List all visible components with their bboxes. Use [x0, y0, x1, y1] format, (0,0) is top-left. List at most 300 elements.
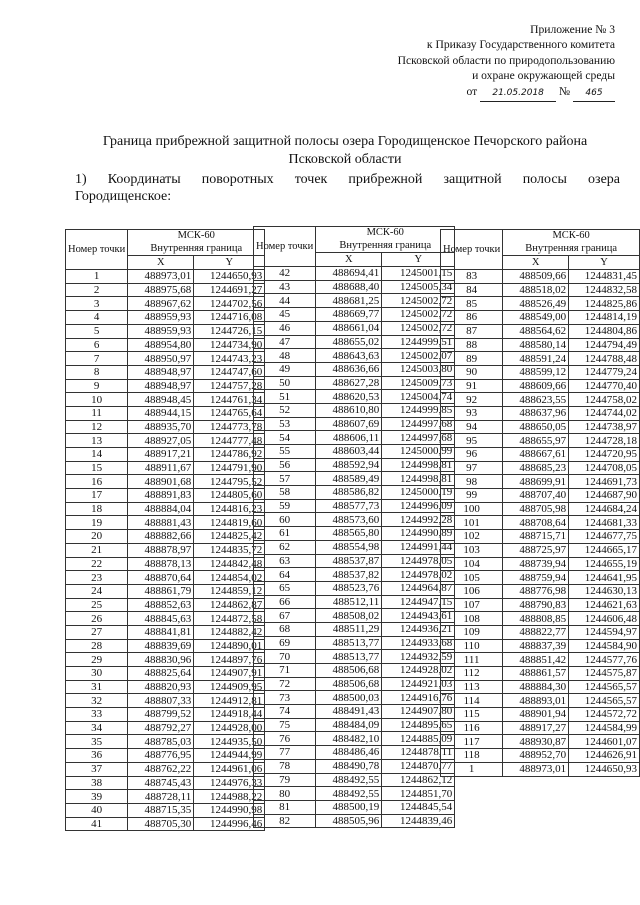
point-number-cell: 113	[441, 680, 503, 694]
table-row	[441, 639, 640, 653]
point-number-cell: 63	[254, 554, 316, 568]
table-row	[66, 817, 265, 831]
header-number: Номер точки	[441, 230, 503, 270]
y-coordinate-cell: 1244907,91	[194, 667, 265, 681]
y-coordinate-cell: 1245002,72	[382, 308, 455, 322]
y-coordinate-cell: 1244650,93	[194, 270, 265, 284]
point-number-cell: 37	[66, 762, 128, 776]
y-coordinate-cell: 1245000,99	[382, 445, 455, 459]
y-coordinate-cell: 1244757,28	[194, 379, 265, 393]
y-coordinate-cell: 1244825,86	[569, 297, 640, 311]
y-coordinate-cell: 1244726,15	[194, 324, 265, 338]
point-number-cell: 23	[66, 571, 128, 585]
table-row	[254, 554, 455, 568]
x-coordinate-cell: 488930,87	[503, 735, 569, 749]
y-coordinate-cell: 1244804,86	[569, 324, 640, 338]
x-coordinate-cell: 488878,13	[128, 557, 194, 571]
y-coordinate-cell: 1244936,21	[382, 622, 455, 636]
table-row	[254, 787, 455, 801]
y-coordinate-cell: 1244998,81	[382, 458, 455, 472]
y-coordinate-cell: 1244805,60	[194, 489, 265, 503]
table-row	[254, 362, 455, 376]
y-coordinate-cell: 1244702,56	[194, 297, 265, 311]
x-coordinate-cell: 488959,93	[128, 324, 194, 338]
x-coordinate-cell: 488759,94	[503, 571, 569, 585]
table-row	[66, 406, 265, 420]
x-coordinate-cell: 488537,82	[316, 568, 382, 582]
order-date: 21.05.2018	[480, 86, 556, 102]
table-row	[441, 461, 640, 475]
x-coordinate-cell: 488837,39	[503, 639, 569, 653]
point-number-cell: 109	[441, 625, 503, 639]
x-coordinate-cell: 488745,43	[128, 776, 194, 790]
table-row	[441, 502, 640, 516]
x-coordinate-cell: 488799,52	[128, 708, 194, 722]
point-number-cell: 42	[254, 267, 316, 281]
point-number-cell: 70	[254, 650, 316, 664]
table-row	[254, 650, 455, 664]
y-coordinate-cell: 1244747,60	[194, 365, 265, 379]
y-coordinate-cell: 1244999,51	[382, 335, 455, 349]
table-row	[254, 595, 455, 609]
y-coordinate-cell: 1244626,91	[569, 749, 640, 763]
table-row	[441, 489, 640, 503]
point-number-cell: 17	[66, 489, 128, 503]
table-row	[254, 308, 455, 322]
y-coordinate-cell: 1244744,02	[569, 406, 640, 420]
x-coordinate-cell: 488486,46	[316, 746, 382, 760]
table-row	[66, 625, 265, 639]
x-coordinate-cell: 488650,05	[503, 420, 569, 434]
point-number-cell: 80	[254, 787, 316, 801]
y-coordinate-cell: 1244870,77	[382, 759, 455, 773]
y-coordinate-cell: 1244687,90	[569, 489, 640, 503]
table-row	[254, 321, 455, 335]
x-coordinate-cell: 488592,94	[316, 458, 382, 472]
x-coordinate-cell: 488790,83	[503, 598, 569, 612]
point-number-cell: 47	[254, 335, 316, 349]
x-coordinate-cell: 488643,63	[316, 349, 382, 363]
y-coordinate-cell: 1244794,49	[569, 338, 640, 352]
y-coordinate-cell: 1244882,42	[194, 625, 265, 639]
x-coordinate-cell: 488973,01	[503, 762, 569, 776]
y-coordinate-cell: 1244944,99	[194, 749, 265, 763]
x-coordinate-cell: 488954,80	[128, 338, 194, 352]
y-coordinate-cell: 1244650,93	[569, 762, 640, 776]
point-number-cell: 92	[441, 393, 503, 407]
y-coordinate-cell: 1244814,19	[569, 311, 640, 325]
point-number-cell: 8	[66, 365, 128, 379]
point-number-cell: 104	[441, 557, 503, 571]
appendix-line-2: к Приказу Государственного комитета	[426, 38, 615, 52]
x-coordinate-cell: 488728,11	[128, 790, 194, 804]
x-coordinate-cell: 488620,53	[316, 390, 382, 404]
x-coordinate-cell: 488825,64	[128, 667, 194, 681]
table-row	[66, 365, 265, 379]
y-coordinate-cell: 1244997,68	[382, 431, 455, 445]
x-coordinate-cell: 488705,30	[128, 817, 194, 831]
point-number-cell: 40	[66, 803, 128, 817]
table-row	[441, 625, 640, 639]
point-number-cell: 59	[254, 499, 316, 513]
point-number-cell: 95	[441, 434, 503, 448]
table-row	[254, 773, 455, 787]
point-number-cell: 13	[66, 434, 128, 448]
table-row	[441, 653, 640, 667]
point-number-cell: 3	[66, 297, 128, 311]
y-coordinate-cell: 1244842,48	[194, 557, 265, 571]
point-number-cell: 67	[254, 609, 316, 623]
table-row	[441, 434, 640, 448]
x-coordinate-cell: 488500,03	[316, 691, 382, 705]
x-coordinate-cell: 488808,85	[503, 612, 569, 626]
table-row	[441, 406, 640, 420]
table-row	[254, 527, 455, 541]
x-coordinate-cell: 488881,43	[128, 516, 194, 530]
table-row	[441, 448, 640, 462]
table-row	[441, 420, 640, 434]
appendix-date-line	[398, 84, 615, 102]
point-number-cell: 64	[254, 568, 316, 582]
x-coordinate-cell: 488681,25	[316, 294, 382, 308]
point-number-cell: 99	[441, 489, 503, 503]
table-row	[254, 746, 455, 760]
point-number-cell: 86	[441, 311, 503, 325]
table-row	[254, 349, 455, 363]
table-row	[66, 420, 265, 434]
point-number-cell: 105	[441, 571, 503, 585]
appendix-line-4: и охране окружающей среды	[472, 69, 615, 83]
point-number-cell: 12	[66, 420, 128, 434]
point-number-cell: 1	[66, 270, 128, 284]
y-coordinate-cell: 1244630,13	[569, 584, 640, 598]
table-row	[66, 612, 265, 626]
y-coordinate-cell: 1244851,70	[382, 787, 455, 801]
x-coordinate-cell: 488884,04	[128, 502, 194, 516]
x-coordinate-cell: 488512,11	[316, 595, 382, 609]
x-coordinate-cell: 488694,41	[316, 267, 382, 281]
x-coordinate-cell: 488599,12	[503, 365, 569, 379]
x-coordinate-cell: 488603,44	[316, 445, 382, 459]
y-coordinate-cell: 1244716,08	[194, 311, 265, 325]
y-coordinate-cell: 1244996,09	[382, 499, 455, 513]
point-number-cell: 84	[441, 283, 503, 297]
point-number-cell: 54	[254, 431, 316, 445]
y-coordinate-cell: 1244816,23	[194, 502, 265, 516]
y-coordinate-cell: 1244988,22	[194, 790, 265, 804]
coordinates-table-3	[440, 229, 640, 777]
table-row	[254, 376, 455, 390]
point-number-cell: 81	[254, 800, 316, 814]
y-coordinate-cell: 1244691,73	[569, 475, 640, 489]
y-coordinate-cell: 1244584,90	[569, 639, 640, 653]
y-coordinate-cell: 1244859,12	[194, 584, 265, 598]
point-number-cell: 22	[66, 557, 128, 571]
appendix-block	[398, 22, 615, 102]
point-number-cell: 5	[66, 324, 128, 338]
y-coordinate-cell: 1244791,90	[194, 461, 265, 475]
header-x: X	[503, 256, 569, 270]
point-number-cell: 75	[254, 718, 316, 732]
table-row	[66, 694, 265, 708]
order-number: 465	[573, 86, 615, 102]
point-number-cell: 106	[441, 584, 503, 598]
x-coordinate-cell: 488564,62	[503, 324, 569, 338]
point-number-cell: 107	[441, 598, 503, 612]
x-coordinate-cell: 488973,01	[128, 270, 194, 284]
table-row	[66, 749, 265, 763]
table-row	[441, 311, 640, 325]
coordinates-table-2	[253, 226, 455, 828]
y-coordinate-cell: 1244928,02	[382, 664, 455, 678]
table-row	[66, 297, 265, 311]
header-x: X	[128, 256, 194, 270]
x-coordinate-cell: 488492,55	[316, 773, 382, 787]
x-coordinate-cell: 488637,96	[503, 406, 569, 420]
x-coordinate-cell: 488845,63	[128, 612, 194, 626]
table-row	[66, 530, 265, 544]
x-coordinate-cell: 488491,43	[316, 705, 382, 719]
y-coordinate-cell: 1244921,03	[382, 677, 455, 691]
table-row	[66, 653, 265, 667]
y-coordinate-cell: 1244825,42	[194, 530, 265, 544]
point-number-cell: 85	[441, 297, 503, 311]
table-row	[66, 393, 265, 407]
y-coordinate-cell: 1244691,27	[194, 283, 265, 297]
y-coordinate-cell: 1244832,58	[569, 283, 640, 297]
x-coordinate-cell: 488911,67	[128, 461, 194, 475]
table-row	[66, 639, 265, 653]
table-row	[441, 694, 640, 708]
point-number-cell: 6	[66, 338, 128, 352]
appendix-line-1: Приложение № 3	[530, 23, 615, 36]
point-number-cell: 53	[254, 417, 316, 431]
x-coordinate-cell: 488707,40	[503, 489, 569, 503]
x-coordinate-cell: 488523,76	[316, 581, 382, 595]
y-coordinate-cell: 1244872,58	[194, 612, 265, 626]
from-label: от	[466, 84, 478, 98]
y-coordinate-cell: 1244681,33	[569, 516, 640, 530]
y-coordinate-cell: 1244964,87	[382, 581, 455, 595]
table-row	[441, 667, 640, 681]
y-coordinate-cell: 1245001,15	[382, 267, 455, 281]
y-coordinate-cell: 1244839,46	[382, 814, 455, 828]
point-number-cell: 19	[66, 516, 128, 530]
point-number-cell: 26	[66, 612, 128, 626]
x-coordinate-cell: 488577,73	[316, 499, 382, 513]
table-row	[254, 800, 455, 814]
x-coordinate-cell: 488500,19	[316, 800, 382, 814]
table-row	[254, 267, 455, 281]
coordinates-table-1	[65, 229, 265, 831]
table-row	[254, 458, 455, 472]
y-coordinate-cell: 1244594,97	[569, 625, 640, 639]
point-number-cell: 44	[254, 294, 316, 308]
table-row	[254, 718, 455, 732]
y-coordinate-cell: 1244897,76	[194, 653, 265, 667]
y-coordinate-cell: 1245000,19	[382, 486, 455, 500]
table-row	[66, 270, 265, 284]
x-coordinate-cell: 488762,22	[128, 762, 194, 776]
table-row	[66, 379, 265, 393]
x-coordinate-cell: 488959,93	[128, 311, 194, 325]
table-row	[441, 571, 640, 585]
table-row	[254, 609, 455, 623]
table-row	[66, 311, 265, 325]
section-heading-line-2: Городищенское:	[75, 189, 172, 204]
y-coordinate-cell: 1244999,85	[382, 403, 455, 417]
table-row	[66, 489, 265, 503]
y-coordinate-cell: 1244978,05	[382, 554, 455, 568]
point-number-cell: 27	[66, 625, 128, 639]
header-boundary: Внутренняя граница	[503, 243, 640, 256]
point-number-cell: 94	[441, 420, 503, 434]
point-number-cell: 82	[254, 814, 316, 828]
y-coordinate-cell: 1244831,45	[569, 270, 640, 284]
y-coordinate-cell: 1244932,59	[382, 650, 455, 664]
point-number-cell: 43	[254, 280, 316, 294]
y-coordinate-cell: 1244734,90	[194, 338, 265, 352]
y-coordinate-cell: 1244773,78	[194, 420, 265, 434]
y-coordinate-cell: 1244916,76	[382, 691, 455, 705]
x-coordinate-cell: 488490,78	[316, 759, 382, 773]
x-coordinate-cell: 488549,00	[503, 311, 569, 325]
point-number-cell: 39	[66, 790, 128, 804]
table-row	[441, 598, 640, 612]
point-number-cell: 50	[254, 376, 316, 390]
table-row	[441, 530, 640, 544]
y-coordinate-cell: 1244684,24	[569, 502, 640, 516]
x-coordinate-cell: 488739,94	[503, 557, 569, 571]
header-boundary: Внутренняя граница	[316, 240, 455, 253]
table-row	[441, 338, 640, 352]
table-row	[254, 445, 455, 459]
point-number-cell: 61	[254, 527, 316, 541]
point-number-cell: 25	[66, 598, 128, 612]
x-coordinate-cell: 488565,80	[316, 527, 382, 541]
x-coordinate-cell: 488917,27	[503, 721, 569, 735]
x-coordinate-cell: 488975,68	[128, 283, 194, 297]
x-coordinate-cell: 488669,77	[316, 308, 382, 322]
x-coordinate-cell: 488484,09	[316, 718, 382, 732]
table-row	[254, 636, 455, 650]
x-coordinate-cell: 488508,02	[316, 609, 382, 623]
x-coordinate-cell: 488685,23	[503, 461, 569, 475]
y-coordinate-cell: 1244947,15	[382, 595, 455, 609]
point-number-cell: 114	[441, 694, 503, 708]
table-row	[66, 680, 265, 694]
point-number-cell: 71	[254, 664, 316, 678]
table-row	[66, 762, 265, 776]
y-coordinate-cell: 1245004,74	[382, 390, 455, 404]
x-coordinate-cell: 488901,94	[503, 708, 569, 722]
table-row	[441, 297, 640, 311]
y-coordinate-cell: 1244738,97	[569, 420, 640, 434]
table-row	[254, 568, 455, 582]
x-coordinate-cell: 488841,81	[128, 625, 194, 639]
y-coordinate-cell: 1244976,33	[194, 776, 265, 790]
point-number-cell: 46	[254, 321, 316, 335]
x-coordinate-cell: 488861,79	[128, 584, 194, 598]
x-coordinate-cell: 488606,11	[316, 431, 382, 445]
point-number-cell: 10	[66, 393, 128, 407]
x-coordinate-cell: 488776,98	[503, 584, 569, 598]
y-coordinate-cell: 1244743,23	[194, 352, 265, 366]
header-boundary: Внутренняя граница	[128, 243, 265, 256]
table-row	[66, 803, 265, 817]
y-coordinate-cell: 1245003,80	[382, 362, 455, 376]
y-coordinate-cell: 1244885,09	[382, 732, 455, 746]
x-coordinate-cell: 488884,30	[503, 680, 569, 694]
x-coordinate-cell: 488627,28	[316, 376, 382, 390]
y-coordinate-cell: 1244991,44	[382, 540, 455, 554]
table-row	[441, 365, 640, 379]
point-number-cell: 31	[66, 680, 128, 694]
table-row	[66, 543, 265, 557]
point-number-cell: 112	[441, 667, 503, 681]
table-row	[441, 584, 640, 598]
table-row	[254, 513, 455, 527]
x-coordinate-cell: 488870,64	[128, 571, 194, 585]
y-coordinate-cell: 1244584,99	[569, 721, 640, 735]
point-number-cell: 118	[441, 749, 503, 763]
y-coordinate-cell: 1244677,75	[569, 530, 640, 544]
x-coordinate-cell: 488822,77	[503, 625, 569, 639]
y-coordinate-cell: 1244575,87	[569, 667, 640, 681]
x-coordinate-cell: 488511,29	[316, 622, 382, 636]
point-number-cell: 101	[441, 516, 503, 530]
table-row	[66, 448, 265, 462]
table-row	[254, 677, 455, 691]
x-coordinate-cell: 488699,91	[503, 475, 569, 489]
y-coordinate-cell: 1245005,34	[382, 280, 455, 294]
point-number-cell: 96	[441, 448, 503, 462]
x-coordinate-cell: 488667,61	[503, 448, 569, 462]
y-coordinate-cell: 1244845,54	[382, 800, 455, 814]
y-coordinate-cell: 1244606,48	[569, 612, 640, 626]
y-coordinate-cell: 1244997,68	[382, 417, 455, 431]
x-coordinate-cell: 488526,49	[503, 297, 569, 311]
y-coordinate-cell: 1244788,48	[569, 352, 640, 366]
x-coordinate-cell: 488917,21	[128, 448, 194, 462]
table-row	[441, 708, 640, 722]
point-number-cell: 2	[66, 283, 128, 297]
point-number-cell: 36	[66, 749, 128, 763]
x-coordinate-cell: 488705,98	[503, 502, 569, 516]
point-number-cell: 52	[254, 403, 316, 417]
table-row	[254, 622, 455, 636]
point-number-cell: 116	[441, 721, 503, 735]
point-number-cell: 77	[254, 746, 316, 760]
section-heading	[75, 171, 620, 205]
point-number-cell: 65	[254, 581, 316, 595]
y-coordinate-cell: 1244909,95	[194, 680, 265, 694]
table-row	[66, 584, 265, 598]
table-row	[254, 294, 455, 308]
y-coordinate-cell: 1244996,46	[194, 817, 265, 831]
table-row	[254, 814, 455, 828]
x-coordinate-cell: 488610,80	[316, 403, 382, 417]
y-coordinate-cell: 1244890,01	[194, 639, 265, 653]
point-number-cell: 60	[254, 513, 316, 527]
y-coordinate-cell: 1244758,02	[569, 393, 640, 407]
point-number-cell: 14	[66, 448, 128, 462]
header-system: МСК-60	[503, 230, 640, 243]
x-coordinate-cell: 488776,95	[128, 749, 194, 763]
table-row	[254, 472, 455, 486]
x-coordinate-cell: 488948,45	[128, 393, 194, 407]
table-row	[441, 543, 640, 557]
